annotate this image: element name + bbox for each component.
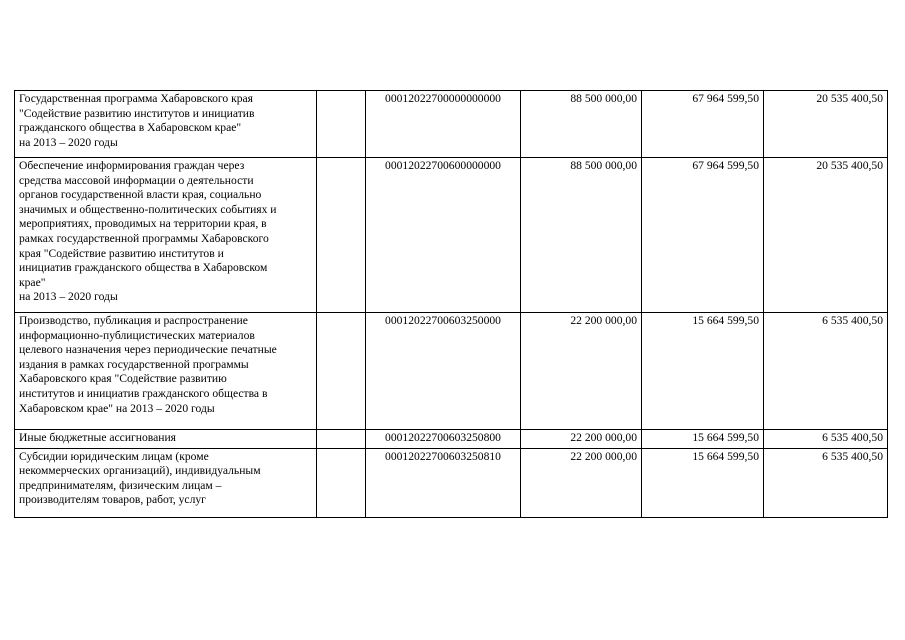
row-name-cell: Государственная программа Хабаровского края "Содействие развитию институтов и инициатив гражданского общества в Хабаровском крае" на 2013 – 2020 годы — [15, 91, 317, 158]
empty-cell — [317, 448, 366, 517]
table-row — [15, 448, 888, 517]
table-row — [15, 91, 888, 158]
row-name-cell: Иные бюджетные ассигнования — [15, 430, 317, 449]
row-remainder-cell: 6 535 400,50 — [764, 448, 888, 517]
row-plan-cell: 22 200 000,00 — [521, 448, 642, 517]
row-remainder-cell: 6 535 400,50 — [764, 313, 888, 430]
row-executed-cell: 15 664 599,50 — [642, 430, 764, 449]
row-name-cell: Субсидии юридическим лицам (кроме некоммерческих организаций), индивидуальным предпринимателям, физическим лицам – производителям товаров, работ, услуг — [15, 448, 317, 517]
table-row — [15, 158, 888, 313]
table-row — [15, 430, 888, 449]
row-remainder-cell: 20 535 400,50 — [764, 158, 888, 313]
row-remainder-cell: 20 535 400,50 — [764, 91, 888, 158]
row-name-cell: Производство, публикация и распространение информационно-публицистических материалов целевого назначения через периодические печатные издания в рамках государственной программы Хабаровского края "Содействие развитию институтов и инициатив гражданского общества в Хабаровском крае" на 2013 – 2020 годы — [15, 313, 317, 430]
row-code-cell: 00012022700600000000 — [366, 158, 521, 313]
budget-table — [14, 90, 888, 518]
empty-cell — [317, 430, 366, 449]
row-code-cell: 00012022700603250000 — [366, 313, 521, 430]
row-name-cell: Обеспечение информирования граждан через средства массовой информации о деятельности органов государственной власти края, социально значимых и общественно-политических событиях и мероприятиях, проводимых на территории края, в рамках государственной программы Хабаровского края "Содействие развитию институтов и инициатив гражданского общества в Хабаровском крае" на 2013 – 2020 годы — [15, 158, 317, 313]
row-plan-cell: 22 200 000,00 — [521, 430, 642, 449]
row-plan-cell: 22 200 000,00 — [521, 313, 642, 430]
empty-cell — [317, 313, 366, 430]
row-executed-cell: 67 964 599,50 — [642, 91, 764, 158]
table-row — [15, 313, 888, 430]
row-remainder-cell: 6 535 400,50 — [764, 430, 888, 449]
row-plan-cell: 88 500 000,00 — [521, 158, 642, 313]
row-executed-cell: 67 964 599,50 — [642, 158, 764, 313]
row-code-cell: 00012022700603250800 — [366, 430, 521, 449]
empty-cell — [317, 158, 366, 313]
row-executed-cell: 15 664 599,50 — [642, 313, 764, 430]
empty-cell — [317, 91, 366, 158]
row-plan-cell: 88 500 000,00 — [521, 91, 642, 158]
row-code-cell: 00012022700000000000 — [366, 91, 521, 158]
row-code-cell: 00012022700603250810 — [366, 448, 521, 517]
row-executed-cell: 15 664 599,50 — [642, 448, 764, 517]
